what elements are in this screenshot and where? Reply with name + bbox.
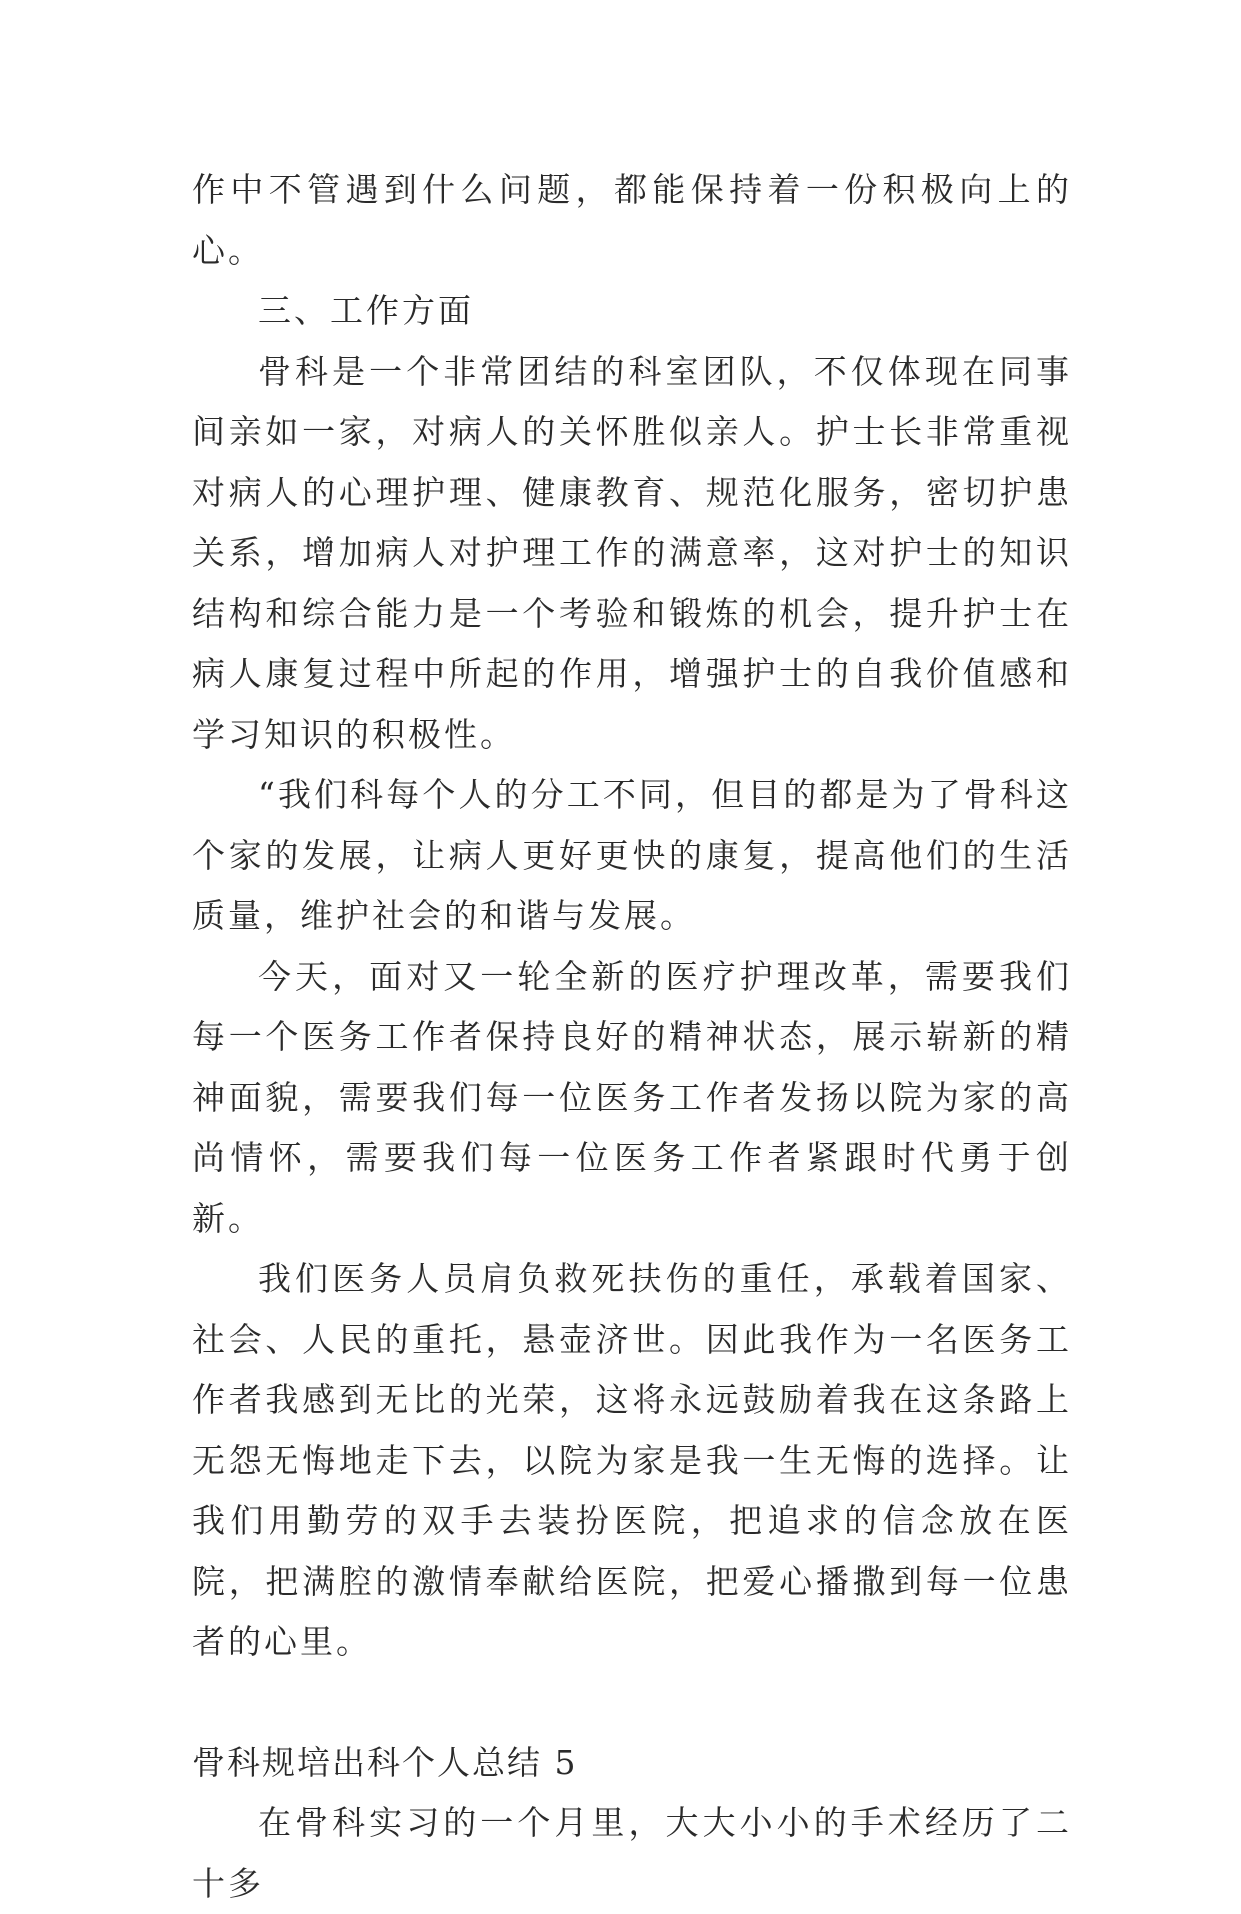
- section-gap: [192, 1673, 1072, 1733]
- paragraph-continuation: 作中不管遇到什么问题，都能保持着一份积极向上的心。: [192, 170, 1072, 270]
- document-body: [192, 160, 1072, 1914]
- paragraph-team: 骨科是一个非常团结的科室团队，不仅体现在同事间亲如一家，对病人的关怀胜似亲人。护士长非常重视对病人的心理护理、健康教育、规范化服务，密切护患关系，增加病人对护理工作的满意率，这对护士的知识结构和综合能力是一个考验和锻炼的机会，提升护士在病人康复过程中所起的作用，增强护士的自我价值感和学习知识的积极性。: [192, 351, 1072, 754]
- subheading-work: 三、工作方面: [258, 291, 474, 330]
- paragraph-internship: 在骨科实习的一个月里，大大小小的手术经历了二十多: [192, 1803, 1072, 1903]
- paragraph-today: 今天，面对又一轮全新的医疗护理改革，需要我们每一个医务工作者保持良好的精神状态，展示崭新的精神面貌，需要我们每一位医务工作者发扬以院为家的高尚情怀，需要我们每一位医务工作者紧跟时代勇于创新。: [192, 956, 1072, 1238]
- section-title: 骨科规培出科个人总结 5: [192, 1742, 578, 1782]
- paragraph-mission: 我们医务人员肩负救死扶伤的重任，承载着国家、社会、人民的重托，悬壶济世。因此我作为一名医务工作者我感到无比的光荣，这将永远鼓励着我在这条路上无怨无悔地走下去，以院为家是我一生无悔的选择。让我们用勤劳的双手去装扮医院，把追求的信念放在医院，把满腔的激情奉献给医院，把爱心播撒到每一位患者的心里。: [192, 1259, 1072, 1661]
- paragraph-quote: “我们科每个人的分工不同，但目的都是为了骨科这个家的发展，让病人更好更快的康复，提高他们的生活质量，维护社会的和谐与发展。: [192, 775, 1072, 935]
